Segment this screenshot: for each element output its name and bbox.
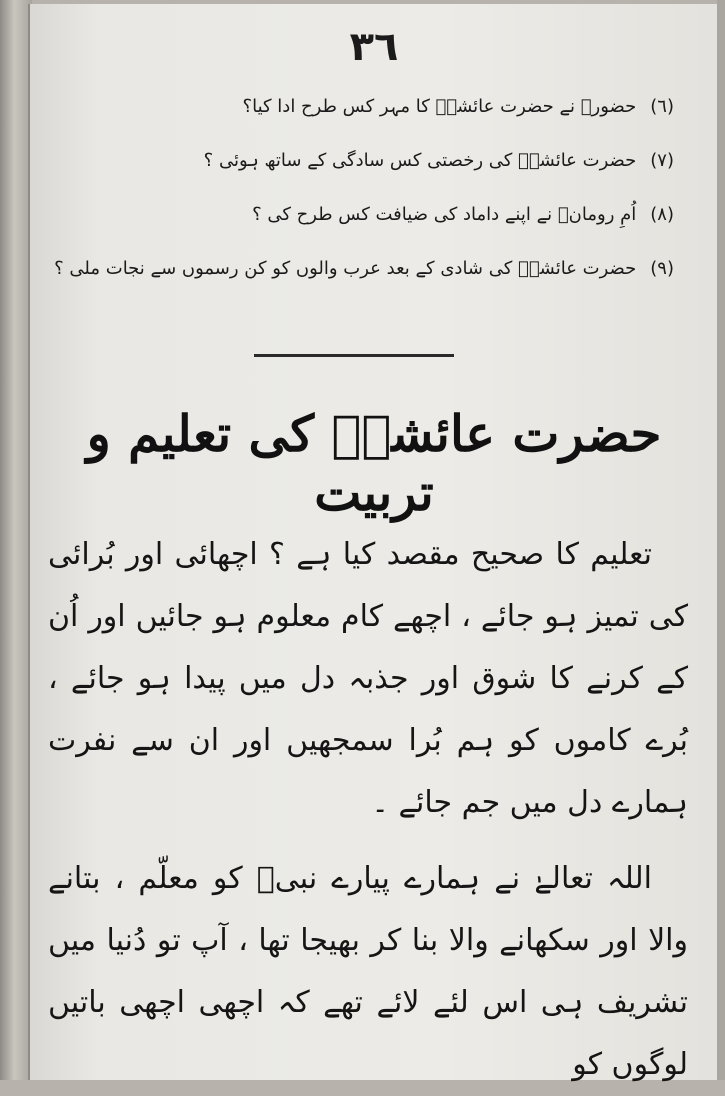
question-item — [50, 150, 674, 171]
chapter-heading: حضرت عائشہؓ کی تعلیم و تربیت — [86, 404, 662, 522]
question-text: حضرت عائشہؓ کی رخصتی کس سادگی کے ساتھ ہوئی ؟ — [203, 150, 637, 171]
body-text — [48, 524, 688, 1096]
question-item — [50, 258, 674, 279]
question-item — [50, 96, 674, 117]
question-number: (٨) — [650, 204, 674, 225]
page-number: ٣٦ — [349, 24, 399, 70]
question-text: حضورؐ نے حضرت عائشہؓ کا مہر کس طرح ادا کیا؟ — [242, 96, 637, 117]
book-page — [28, 4, 718, 1080]
question-text: حضرت عائشہؓ کی شادی کے بعد عرب والوں کو کن رسموں سے نجات ملی ؟ — [54, 258, 637, 279]
question-list — [50, 96, 674, 312]
page-right-edge — [717, 0, 725, 1080]
question-number: (٧) — [650, 150, 674, 171]
question-number: (٩) — [650, 258, 674, 279]
section-divider — [254, 354, 454, 357]
question-item — [50, 204, 674, 225]
question-text: اُمِ رومانؓ نے اپنے داماد کی ضیافت کس طرح کی ؟ — [252, 204, 637, 225]
paragraph: اللہ تعالےٰ نے ہمارے پیارے نبیؐ کو معلّم ، بتانے والا اور سکھانے والا بنا کر بھیجا تھا ، آپ تو دُنیا میں تشریف ہی اس لئے لائے تھے کہ اچھی اچھی باتیں لوگوں کو — [48, 861, 688, 1082]
paragraph: تعلیم کا صحیح مقصد کیا ہے ؟ اچھائی اور بُرائی کی تمیز ہو جائے ، اچھے کام معلوم ہو جائیں اور اُن کے کرنے کا شوق اور جذبہ دل میں پیدا ہو جائے ، بُرے کاموں کو ہم بُرا سمجھیں اور ان سے نفرت ہمارے دل میں جم جائے ۔ — [48, 537, 688, 820]
question-number: (٦) — [650, 96, 674, 117]
